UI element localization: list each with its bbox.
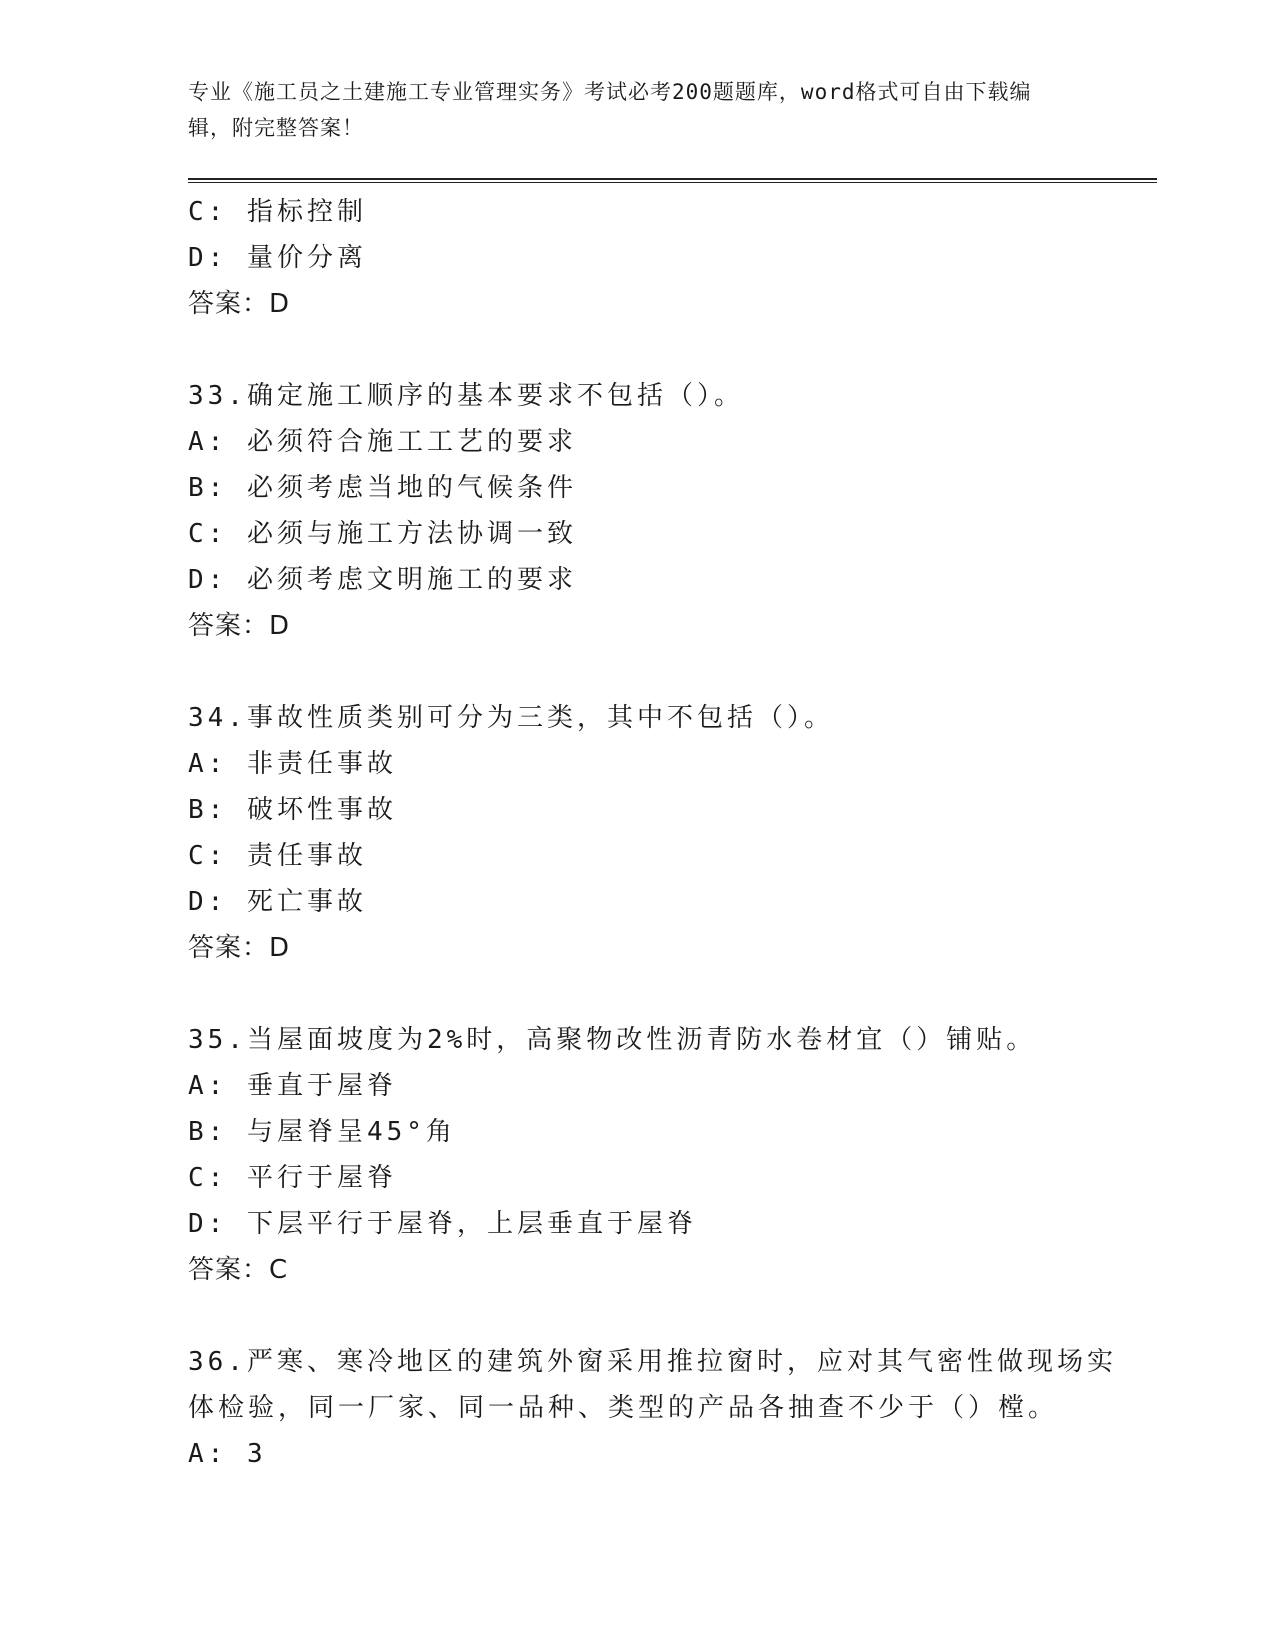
option-c: C: 必须与施工方法协调一致 <box>188 519 577 549</box>
question-text: 34.事故性质类别可分为三类，其中不包括（）。 <box>188 703 834 733</box>
option-b: B: 与屋脊呈45°角 <box>188 1117 456 1147</box>
option-d: D: 必须考虑文明施工的要求 <box>188 565 577 595</box>
answer: 答案：D <box>188 289 291 319</box>
question-block-carry-over <box>188 189 1088 327</box>
question-text-line-2: 体检验，同一厂家、同一品种、类型的产品各抽查不少于（）樘。 <box>188 1393 1059 1423</box>
document-header <box>188 74 1068 146</box>
question-block-36 <box>188 1339 1117 1477</box>
option-b: B: 必须考虑当地的气候条件 <box>188 473 577 503</box>
question-list <box>188 189 1117 1523</box>
option-c: C: 平行于屋脊 <box>188 1163 397 1193</box>
option-c: C: 责任事故 <box>188 841 367 871</box>
answer: 答案：D <box>188 611 291 641</box>
option-b: B: 破坏性事故 <box>188 795 397 825</box>
answer: 答案：D <box>188 933 291 963</box>
header-title: 专业《施工员之土建施工专业管理实务》考试必考200题题库，word格式可自由下载编辑，附完整答案！ <box>188 80 1032 140</box>
option-a: A: 非责任事故 <box>188 749 397 779</box>
option-a: A: 必须符合施工工艺的要求 <box>188 427 577 457</box>
answer: 答案：C <box>188 1255 289 1285</box>
option-d: D: 下层平行于屋脊，上层垂直于屋脊 <box>188 1209 697 1239</box>
question-block-34 <box>188 695 1088 971</box>
question-block-33 <box>188 373 1088 649</box>
option-d: D: 量价分离 <box>188 243 367 273</box>
question-text: 33.确定施工顺序的基本要求不包括（）。 <box>188 381 744 411</box>
option-d: D: 死亡事故 <box>188 887 367 917</box>
question-text-line-1: 36.严寒、寒冷地区的建筑外窗采用推拉窗时，应对其气密性做现场实 <box>188 1347 1117 1377</box>
question-block-35 <box>188 1017 1088 1293</box>
option-a: A: 垂直于屋脊 <box>188 1071 397 1101</box>
header-rule-thin <box>188 182 1157 183</box>
header-rule-thick <box>188 178 1157 180</box>
option-a: A: 3 <box>188 1439 267 1469</box>
question-text: 35.当屋面坡度为2%时，高聚物改性沥青防水卷材宜（）铺贴。 <box>188 1025 1037 1055</box>
option-c: C: 指标控制 <box>188 197 367 227</box>
